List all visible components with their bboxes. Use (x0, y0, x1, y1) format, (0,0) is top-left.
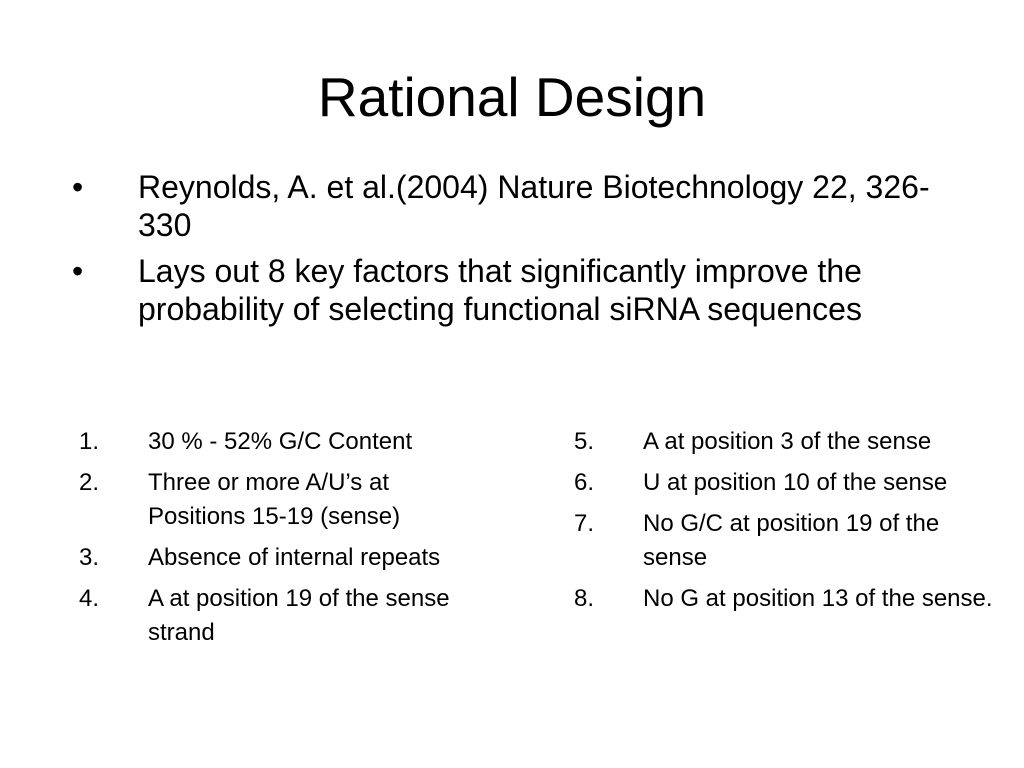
bullet-marker: • (72, 169, 84, 205)
factor-item (79, 582, 479, 650)
factor-text: U at position 10 of the sense (643, 469, 948, 496)
factor-number: 2. (79, 469, 100, 496)
factor-number: 1. (79, 428, 100, 455)
factor-number: 7. (574, 510, 595, 537)
slide-title: Rational Design (317, 66, 707, 128)
bullet-text: Lays out 8 key factors that significantly improve the probability of selecting functional siRNA sequences (138, 253, 862, 327)
factor-number: 4. (79, 585, 100, 612)
factor-number: 3. (79, 544, 100, 571)
factor-item (79, 425, 479, 459)
factor-text: No G at position 13 of the sense. (643, 585, 993, 612)
factor-item (574, 466, 994, 500)
factor-number: 6. (574, 469, 595, 496)
factor-item (79, 466, 479, 534)
factor-text: No G/C at position 19 of the sense (643, 510, 940, 571)
factor-text: A at position 3 of the sense (643, 428, 932, 455)
factor-text: Absence of internal repeats (148, 544, 441, 571)
bullet-item (72, 168, 982, 244)
bullet-item (72, 252, 982, 328)
factor-text: 30 % - 52% G/C Content (148, 428, 413, 455)
factor-text: Three or more A/U’s at Positions 15-19 (sense) (148, 469, 401, 530)
bullet-list (72, 168, 982, 336)
factor-item (574, 582, 994, 616)
factor-list-left (79, 425, 479, 657)
factor-item (574, 425, 994, 459)
factor-item (574, 507, 994, 575)
factor-list-right (574, 425, 994, 623)
factor-text: A at position 19 of the sense strand (148, 585, 450, 646)
bullet-marker: • (72, 253, 84, 289)
factor-number: 5. (574, 428, 595, 455)
factor-number: 8. (574, 585, 595, 612)
bullet-text: Reynolds, A. et al.(2004) Nature Biotechnology 22, 326-330 (138, 169, 930, 243)
factor-item (79, 541, 479, 575)
